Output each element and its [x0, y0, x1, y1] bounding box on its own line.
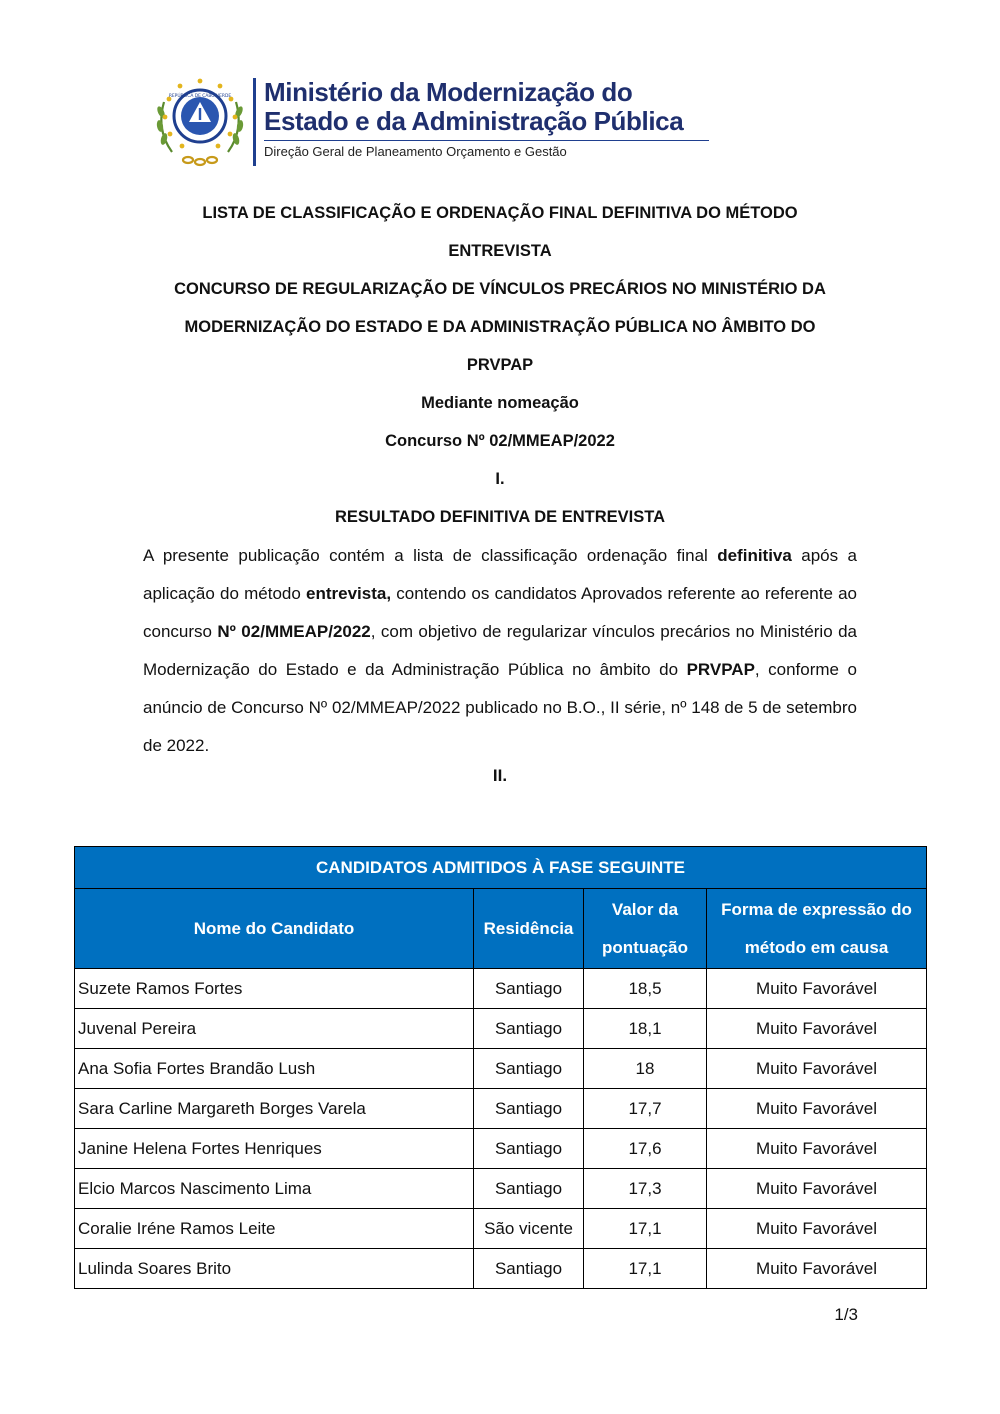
candidate-name: Lulinda Soares Brito	[75, 1249, 474, 1289]
candidate-expression: Muito Favorável	[707, 969, 927, 1009]
candidate-name: Janine Helena Fortes Henriques	[75, 1129, 474, 1169]
document-title	[140, 194, 860, 536]
candidate-expression: Muito Favorável	[707, 1089, 927, 1129]
table-caption: CANDIDATOS ADMITIDOS À FASE SEGUINTE	[75, 847, 927, 889]
title-line: PRVPAP	[466, 356, 534, 374]
page-number: 1/3	[834, 1305, 858, 1324]
letterhead	[150, 72, 710, 172]
title-line: MODERNIZAÇÃO DO ESTADO E DA ADMINISTRAÇÃO PÚBLICA NO ÂMBITO DO	[184, 318, 816, 336]
candidate-name: Elcio Marcos Nascimento Lima	[75, 1169, 474, 1209]
candidate-name: Suzete Ramos Fortes	[75, 969, 474, 1009]
candidate-residence: Santiago	[474, 1169, 584, 1209]
title-line: LISTA DE CLASSIFICAÇÃO E ORDENAÇÃO FINAL DEFINITIVA DO MÉTODO	[202, 204, 798, 222]
table-caption-row	[75, 847, 927, 889]
candidate-residence: Santiago	[474, 1009, 584, 1049]
title-line: Concurso Nº 02/MMEAP/2022	[385, 432, 615, 450]
body-bold: entrevista,	[306, 584, 392, 603]
section-two-number: II.	[492, 766, 508, 785]
letterhead-divider	[253, 78, 256, 166]
ministry-name-line1: Ministério da Modernização do	[264, 77, 633, 107]
table-row	[75, 1209, 927, 1249]
table-header-row	[75, 889, 927, 969]
candidate-residence: Santiago	[474, 1129, 584, 1169]
candidate-name: Coralie Iréne Ramos Leite	[75, 1209, 474, 1249]
body-text: , com objetivo de regularizar vínculos precários no Ministério da Modernização do Estado e da Administração Pública no âmbito do	[143, 622, 857, 679]
column-header-residence: Residência	[474, 889, 584, 969]
candidate-score: 17,7	[584, 1089, 707, 1129]
body-text: , conforme o anúncio de Concurso Nº 02/MMEAP/2022 publicado no B.O., II série, nº 148 de 5 de setembro de 2022.	[143, 660, 857, 755]
emblem-seal-text: REPÚBLICA DE CABO VERDE	[168, 94, 232, 99]
body-paragraph	[143, 537, 857, 765]
table-row	[75, 1169, 927, 1209]
table-row	[75, 1089, 927, 1129]
body-text: após a aplicação do método	[143, 546, 857, 603]
ministry-name-line2: Estado e da Administração Pública	[264, 106, 684, 136]
body-bold: PRVPAP	[686, 660, 755, 679]
section-one-number: I.	[495, 470, 505, 488]
candidate-score: 18,1	[584, 1009, 707, 1049]
candidate-expression: Muito Favorável	[707, 1249, 927, 1289]
candidate-residence: São vicente	[474, 1209, 584, 1249]
candidate-expression: Muito Favorável	[707, 1209, 927, 1249]
candidate-name: Sara Carline Margareth Borges Varela	[75, 1089, 474, 1129]
candidate-score: 17,1	[584, 1249, 707, 1289]
candidate-expression: Muito Favorável	[707, 1009, 927, 1049]
table-row	[75, 1009, 927, 1049]
table-row	[75, 969, 927, 1009]
ministry-name	[264, 78, 683, 136]
column-header-name: Nome do Candidato	[75, 889, 474, 969]
candidate-score: 18,5	[584, 969, 707, 1009]
table-row	[75, 1049, 927, 1089]
candidates-table	[74, 846, 927, 1289]
letterhead-rule	[264, 140, 709, 141]
section-one-heading: RESULTADO DEFINITIVA DE ENTREVISTA	[334, 508, 665, 526]
candidate-score: 17,1	[584, 1209, 707, 1249]
candidate-residence: Santiago	[474, 1089, 584, 1129]
national-emblem	[150, 72, 250, 172]
body-bold: Nº 02/MMEAP/2022	[217, 622, 371, 641]
column-header-expression: Forma de expressão do método em causa	[707, 889, 927, 969]
table-row	[75, 1129, 927, 1169]
body-bold: definitiva	[717, 546, 792, 565]
table-row	[75, 1249, 927, 1289]
body-text: contendo os candidatos Aprovados referente ao referente ao concurso	[143, 584, 858, 641]
candidate-score: 18	[584, 1049, 707, 1089]
title-line: ENTREVISTA	[448, 242, 552, 260]
candidate-name: Juvenal Pereira	[75, 1009, 474, 1049]
title-line: Mediante nomeação	[421, 394, 579, 412]
candidate-residence: Santiago	[474, 969, 584, 1009]
title-line: CONCURSO DE REGULARIZAÇÃO DE VÍNCULOS PRECÁRIOS NO MINISTÉRIO DA	[174, 280, 826, 298]
candidate-name: Ana Sofia Fortes Brandão Lush	[75, 1049, 474, 1089]
body-text: A presente publicação contém a lista de classificação ordenação final	[143, 546, 718, 565]
candidate-expression: Muito Favorável	[707, 1129, 927, 1169]
candidate-residence: Santiago	[474, 1249, 584, 1289]
column-header-score: Valor da pontuação	[584, 889, 707, 969]
candidate-residence: Santiago	[474, 1049, 584, 1089]
directorate-name: Direção Geral de Planeamento Orçamento e Gestão	[264, 144, 567, 159]
candidate-score: 17,6	[584, 1129, 707, 1169]
candidate-expression: Muito Favorável	[707, 1169, 927, 1209]
candidate-expression: Muito Favorável	[707, 1049, 927, 1089]
candidate-score: 17,3	[584, 1169, 707, 1209]
